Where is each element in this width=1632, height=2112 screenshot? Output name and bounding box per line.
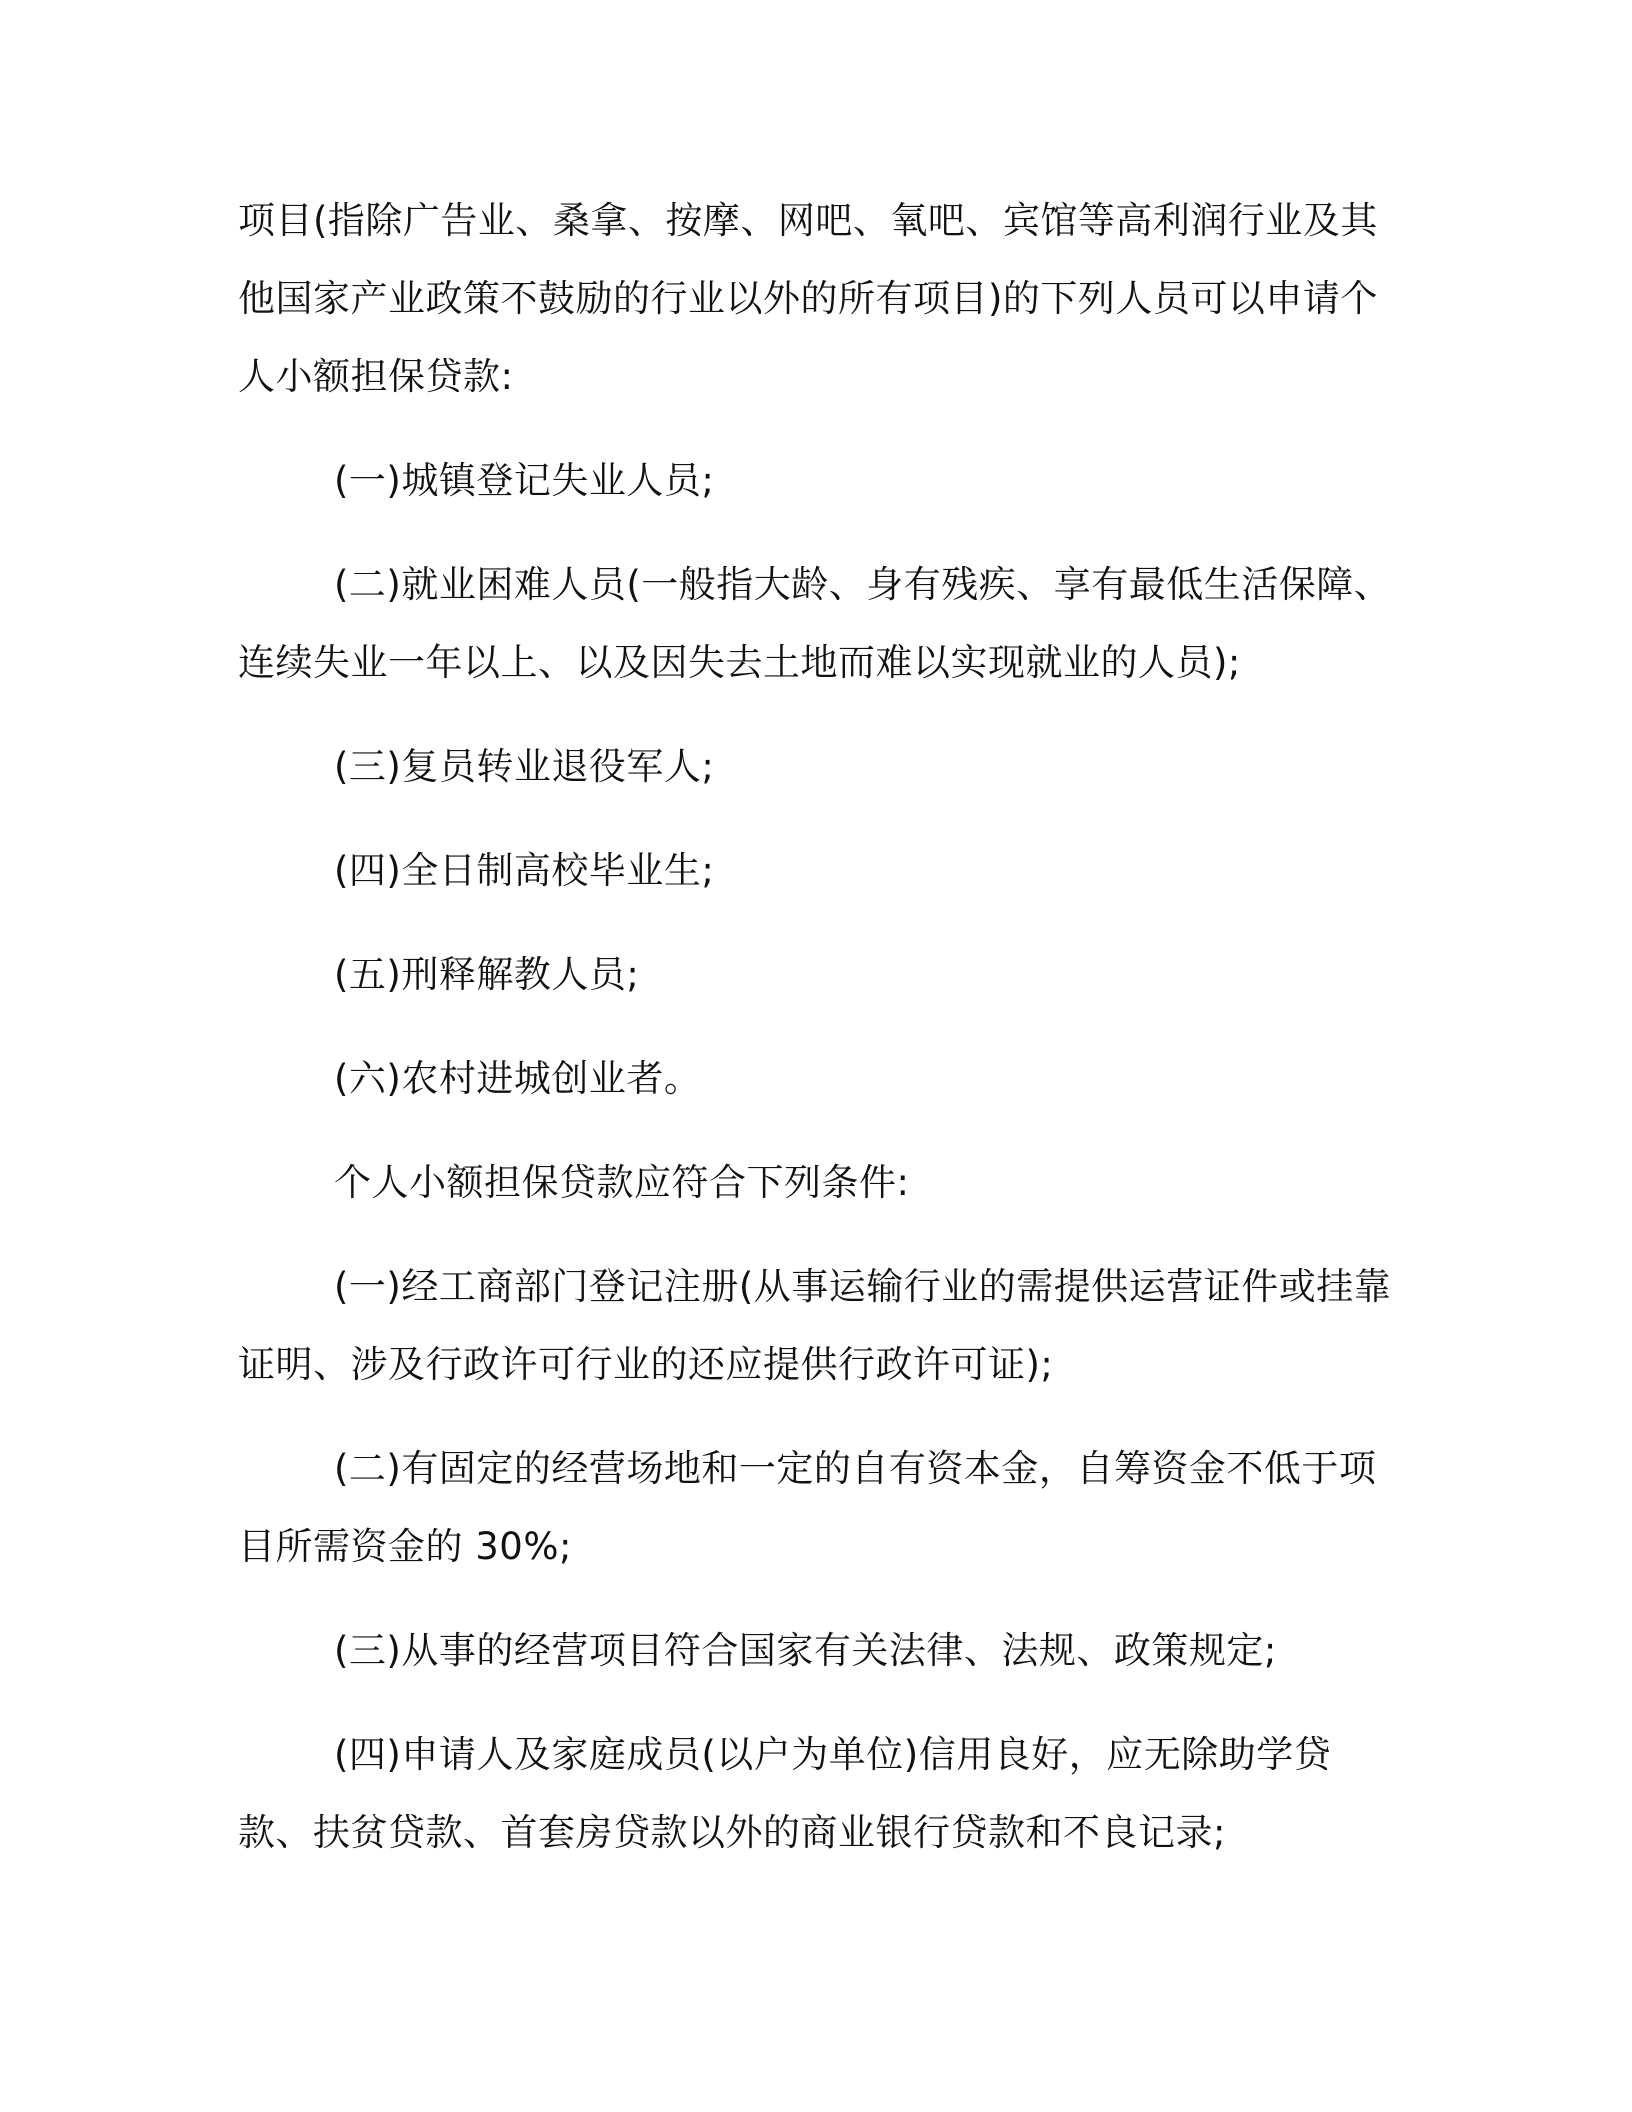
- paragraph-condition-1-registration: (一)经工商部门登记注册(从事运输行业的需提供运营证件或挂靠证明、涉及行政许可行业的还应提供行政许可证);: [238, 1265, 1392, 1386]
- paragraph-item-6-rural-entrepreneurs: (六)农村进城创业者。: [334, 1057, 702, 1100]
- paragraph-condition-4-credit: (四)申请人及家庭成员(以户为单位)信用良好，应无除助学贷款、扶贫贷款、首套房贷款以外的商业银行贷款和不良记录;: [238, 1733, 1332, 1854]
- paragraph-condition-3-legal: (三)从事的经营项目符合国家有关法律、法规、政策规定;: [334, 1629, 1277, 1672]
- paragraph-item-5-released-persons: (五)刑释解教人员;: [334, 953, 640, 996]
- document-body: [238, 182, 1398, 1898]
- paragraph-item-4-graduates: (四)全日制高校毕业生;: [334, 849, 715, 892]
- paragraph-item-2-difficult-employment: (二)就业困难人员(一般指大龄、身有残疾、享有最低生活保障、连续失业一年以上、以及因失去土地而难以实现就业的人员);: [238, 563, 1392, 684]
- paragraph-loan-conditions-heading: 个人小额担保贷款应符合下列条件:: [334, 1161, 910, 1204]
- paragraph-item-3-veterans: (三)复员转业退役军人;: [334, 745, 715, 788]
- paragraph-condition-2-capital: (二)有固定的经营场地和一定的自有资本金，自筹资金不低于项目所需资金的 30%;: [238, 1447, 1377, 1568]
- paragraph-eligible-projects: 项目(指除广告业、桑拿、按摩、网吧、氧吧、宾馆等高利润行业及其他国家产业政策不鼓励的行业以外的所有项目)的下列人员可以申请个人小额担保贷款:: [238, 199, 1378, 398]
- paragraph-item-1-unemployed: (一)城镇登记失业人员;: [334, 459, 715, 502]
